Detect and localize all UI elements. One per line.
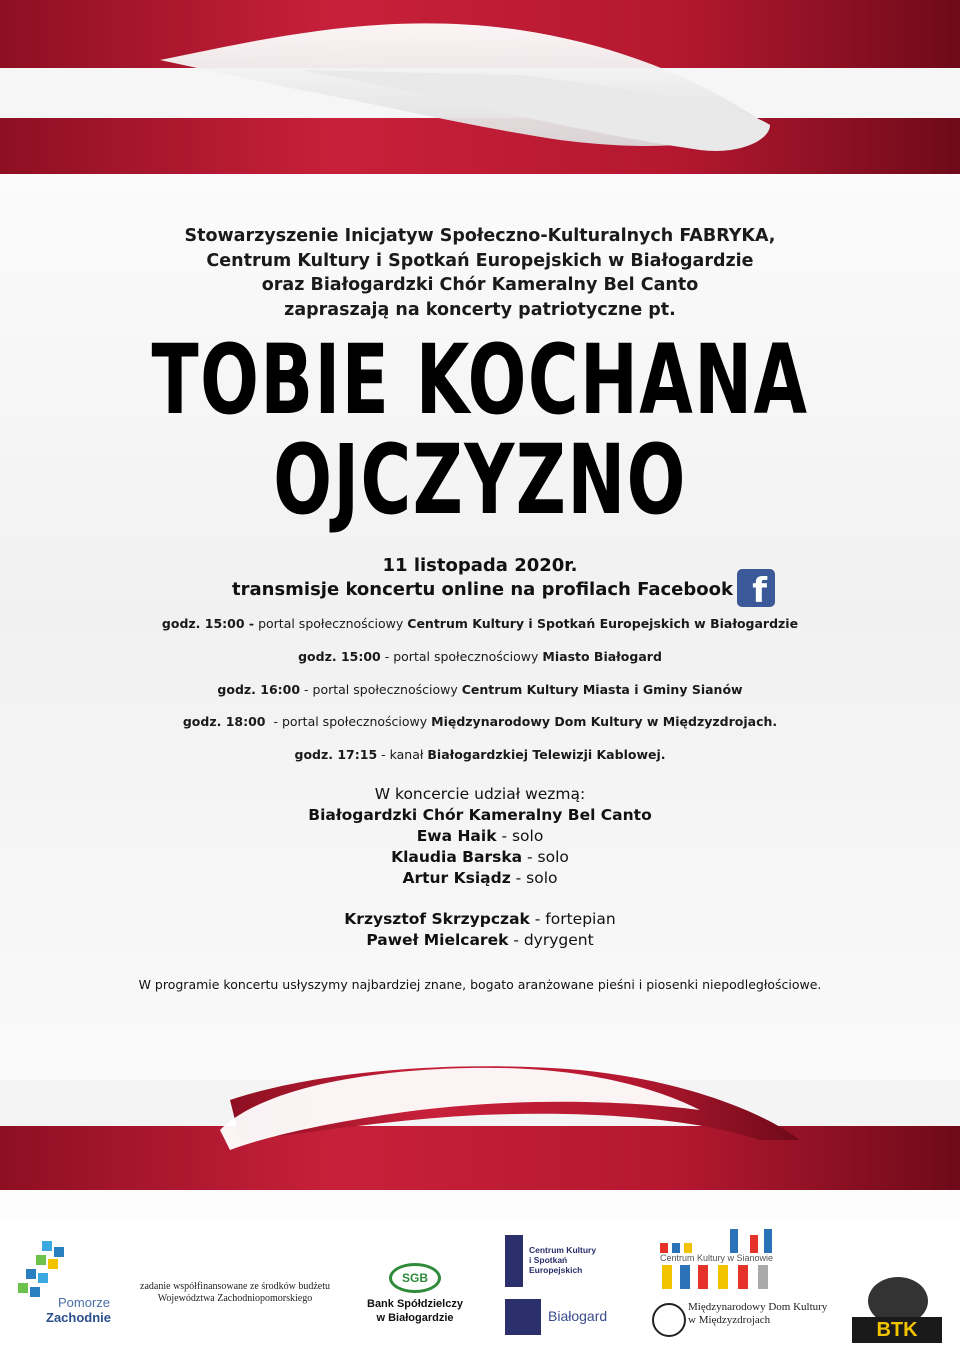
sianow-label: Centrum Kultury w Sianowie: [660, 1253, 774, 1263]
schedule-text: - kanał: [377, 747, 428, 762]
performer: [0, 868, 960, 889]
schedule-time: godz. 17:15: [294, 747, 378, 762]
mdk-logo: [652, 1299, 832, 1339]
schedule-text: - portal społecznościowy: [265, 714, 432, 729]
performer-role: - fortepian: [529, 910, 616, 928]
schedule-place: Międzynarodowy Dom Kultury w Międzyzdrojach.: [431, 714, 778, 729]
performer-name: Krzysztof Skrzypczak: [344, 910, 530, 928]
schedule-item: [0, 682, 960, 697]
cofinance-line: Województwa Zachodniopomorskiego: [157, 1293, 313, 1304]
schedule-time: godz. 15:00: [298, 649, 381, 664]
schedule-text: - portal społecznościowy: [380, 649, 543, 664]
schedule-time: godz. 15:00 -: [161, 616, 255, 631]
performers-heading: W koncercie udział wezmą:: [374, 785, 586, 803]
top-flag-ribbon: [0, 0, 960, 200]
ckise-mark-icon: [505, 1235, 523, 1287]
schedule-place: Centrum Kultury i Spotkań Europejskich w Białogardzie: [407, 616, 799, 631]
schedule-place: Miasto Białogard: [542, 649, 662, 664]
bialogard-label: Białogard: [548, 1308, 608, 1324]
schedule-item: [0, 714, 960, 729]
title-line: TOBIE KOCHANA: [151, 324, 809, 436]
performer-name: Artur Ksiądz: [402, 869, 511, 887]
program-description: W programie koncertu usłyszymy najbardziej znane, bogato aranżowane pieśni i piosenki niepodległościowe.: [138, 977, 822, 992]
performers: [0, 784, 960, 951]
schedule-item: [0, 747, 960, 762]
mdk-line: w Międzyzdrojach: [688, 1314, 771, 1326]
bialogard-logo: [505, 1299, 625, 1335]
sianow-logo: [660, 1229, 790, 1291]
bank-name: Bank Spółdzielczy: [367, 1298, 463, 1310]
intro-line: oraz Białogardzki Chór Kameralny Bel Canto: [261, 275, 699, 295]
ckise-line: i Spotkań: [529, 1255, 568, 1265]
intro-line: Centrum Kultury i Spotkań Europejskich w Białogardzie: [206, 250, 754, 271]
schedule-item: [0, 616, 960, 631]
cofinance-note: [130, 1281, 340, 1305]
performer-role: - solo: [496, 827, 544, 845]
sponsor-footer: [0, 1219, 960, 1359]
pomorze-label: Pomorze: [58, 1295, 111, 1310]
intro-line: zapraszają na koncerty patriotyczne pt.: [284, 299, 676, 320]
concert-title: [134, 324, 825, 536]
performer-role: - solo: [522, 848, 569, 866]
sgb-badge-icon: SGB: [389, 1263, 441, 1293]
mdk-line: Międzynarodowy Dom Kultury: [688, 1301, 828, 1313]
ckise-line: Europejskich: [529, 1265, 583, 1275]
theatre-masks-icon: [652, 1303, 686, 1337]
bottom-flag-ribbon: [0, 1040, 960, 1220]
concert-date: 11 listopada 2020r.: [382, 555, 578, 576]
schedule-place: Centrum Kultury Miasta i Gminy Sianów: [461, 682, 743, 697]
schedule-place: Białogardzkiej Telewizji Kablowej.: [427, 747, 666, 762]
transmission-text: transmisje koncertu online na profilach Facebook: [232, 579, 733, 600]
btk-logo: [848, 1273, 944, 1347]
performer: [0, 930, 960, 951]
schedule-item: [0, 649, 960, 664]
bialogard-mark-icon: [505, 1299, 541, 1335]
schedule-text: - portal społecznościowy: [300, 682, 462, 697]
performer-name: Ewa Haik: [416, 827, 497, 845]
bank-location: w Białogardzie: [376, 1312, 454, 1324]
schedule-time: godz. 18:00: [182, 714, 266, 729]
ckise-logo: [505, 1235, 615, 1287]
btk-label: BTK: [852, 1317, 942, 1343]
facebook-icon[interactable]: f: [737, 569, 775, 607]
ckise-line: Centrum Kultury: [529, 1245, 597, 1255]
performer-role: - dyrygent: [508, 931, 594, 949]
zachodnie-label: Zachodnie: [46, 1310, 112, 1325]
intro-line: Stowarzyszenie Inicjatyw Społeczno-Kulturalnych FABRYKA,: [184, 226, 776, 246]
performer: [0, 847, 960, 868]
performer-name: Klaudia Barska: [391, 848, 523, 866]
intro-text: [0, 224, 960, 322]
performer: [0, 826, 960, 847]
choir-name: Białogardzki Chór Kameralny Bel Canto: [308, 806, 652, 824]
schedule-text: portal społecznościowy: [254, 616, 408, 631]
cofinance-line: zadanie współfinansowane ze środków budżetu: [140, 1281, 330, 1292]
schedule-time: godz. 16:00: [217, 682, 301, 697]
performer-role: - solo: [510, 869, 558, 887]
performer-name: Paweł Mielcarek: [366, 931, 509, 949]
performer: [0, 909, 960, 930]
sgb-bank-logo: [355, 1263, 475, 1333]
pomorze-zachodnie-logo: [6, 1237, 124, 1332]
title-line: OJCZYZNO: [273, 424, 687, 536]
